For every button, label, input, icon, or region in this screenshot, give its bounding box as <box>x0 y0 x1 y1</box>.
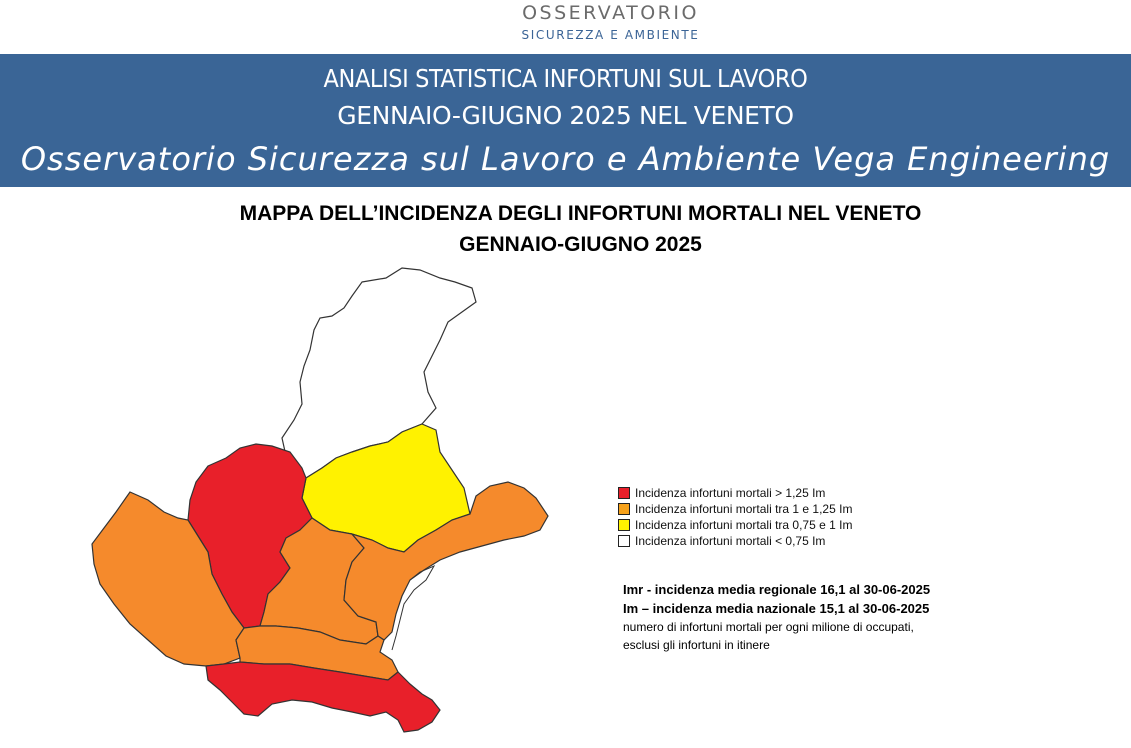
legend-swatch <box>618 503 630 515</box>
logo-title: OSSERVATORIO <box>522 2 699 24</box>
banner-line-3: Osservatorio Sicurezza sul Lavoro e Ambiente Vega Engineering <box>20 140 1111 178</box>
legend-swatch <box>618 535 630 547</box>
logo-subtitle: SICUREZZA E AMBIENTE <box>521 28 700 42</box>
legend-swatch <box>618 519 630 531</box>
note-im: Im – incidenza media nazionale 15,1 al 30-06-2025 <box>623 601 930 616</box>
legend-label: Incidenza infortuni mortali > 1,25 Im <box>635 486 826 500</box>
note-imr: Imr - incidenza media regionale 16,1 al 30-06-2025 <box>623 582 931 597</box>
legend-label: Incidenza infortuni mortali tra 0,75 e 1 Im <box>635 518 853 532</box>
map-title-line-1: MAPPA DELL’INCIDENZA DEGLI INFORTUNI MORTALI NEL VENETO <box>239 202 922 225</box>
banner-line-1: ANALISI STATISTICA INFORTUNI SUL LAVORO <box>323 64 808 93</box>
legend-item <box>618 533 852 549</box>
note-desc-2: esclusi gli infortuni in itinere <box>623 638 770 652</box>
banner-line-2: GENNAIO-GIUGNO 2025 NEL VENETO <box>337 101 794 130</box>
legend-item <box>618 501 852 517</box>
note-desc-1: numero di infortuni mortali per ogni milione di occupati, <box>623 620 914 634</box>
legend-label: Incidenza infortuni mortali < 0,75 Im <box>635 534 826 548</box>
region-south-red <box>206 662 440 732</box>
map-legend <box>618 485 852 549</box>
legend-label: Incidenza infortuni mortali tra 1 e 1,25 Im <box>635 502 853 516</box>
notes <box>623 580 930 654</box>
legend-swatch <box>618 487 630 499</box>
map-title-line-2: GENNAIO-GIUGNO 2025 <box>459 233 702 256</box>
legend-item <box>618 517 852 533</box>
legend-item <box>618 485 852 501</box>
